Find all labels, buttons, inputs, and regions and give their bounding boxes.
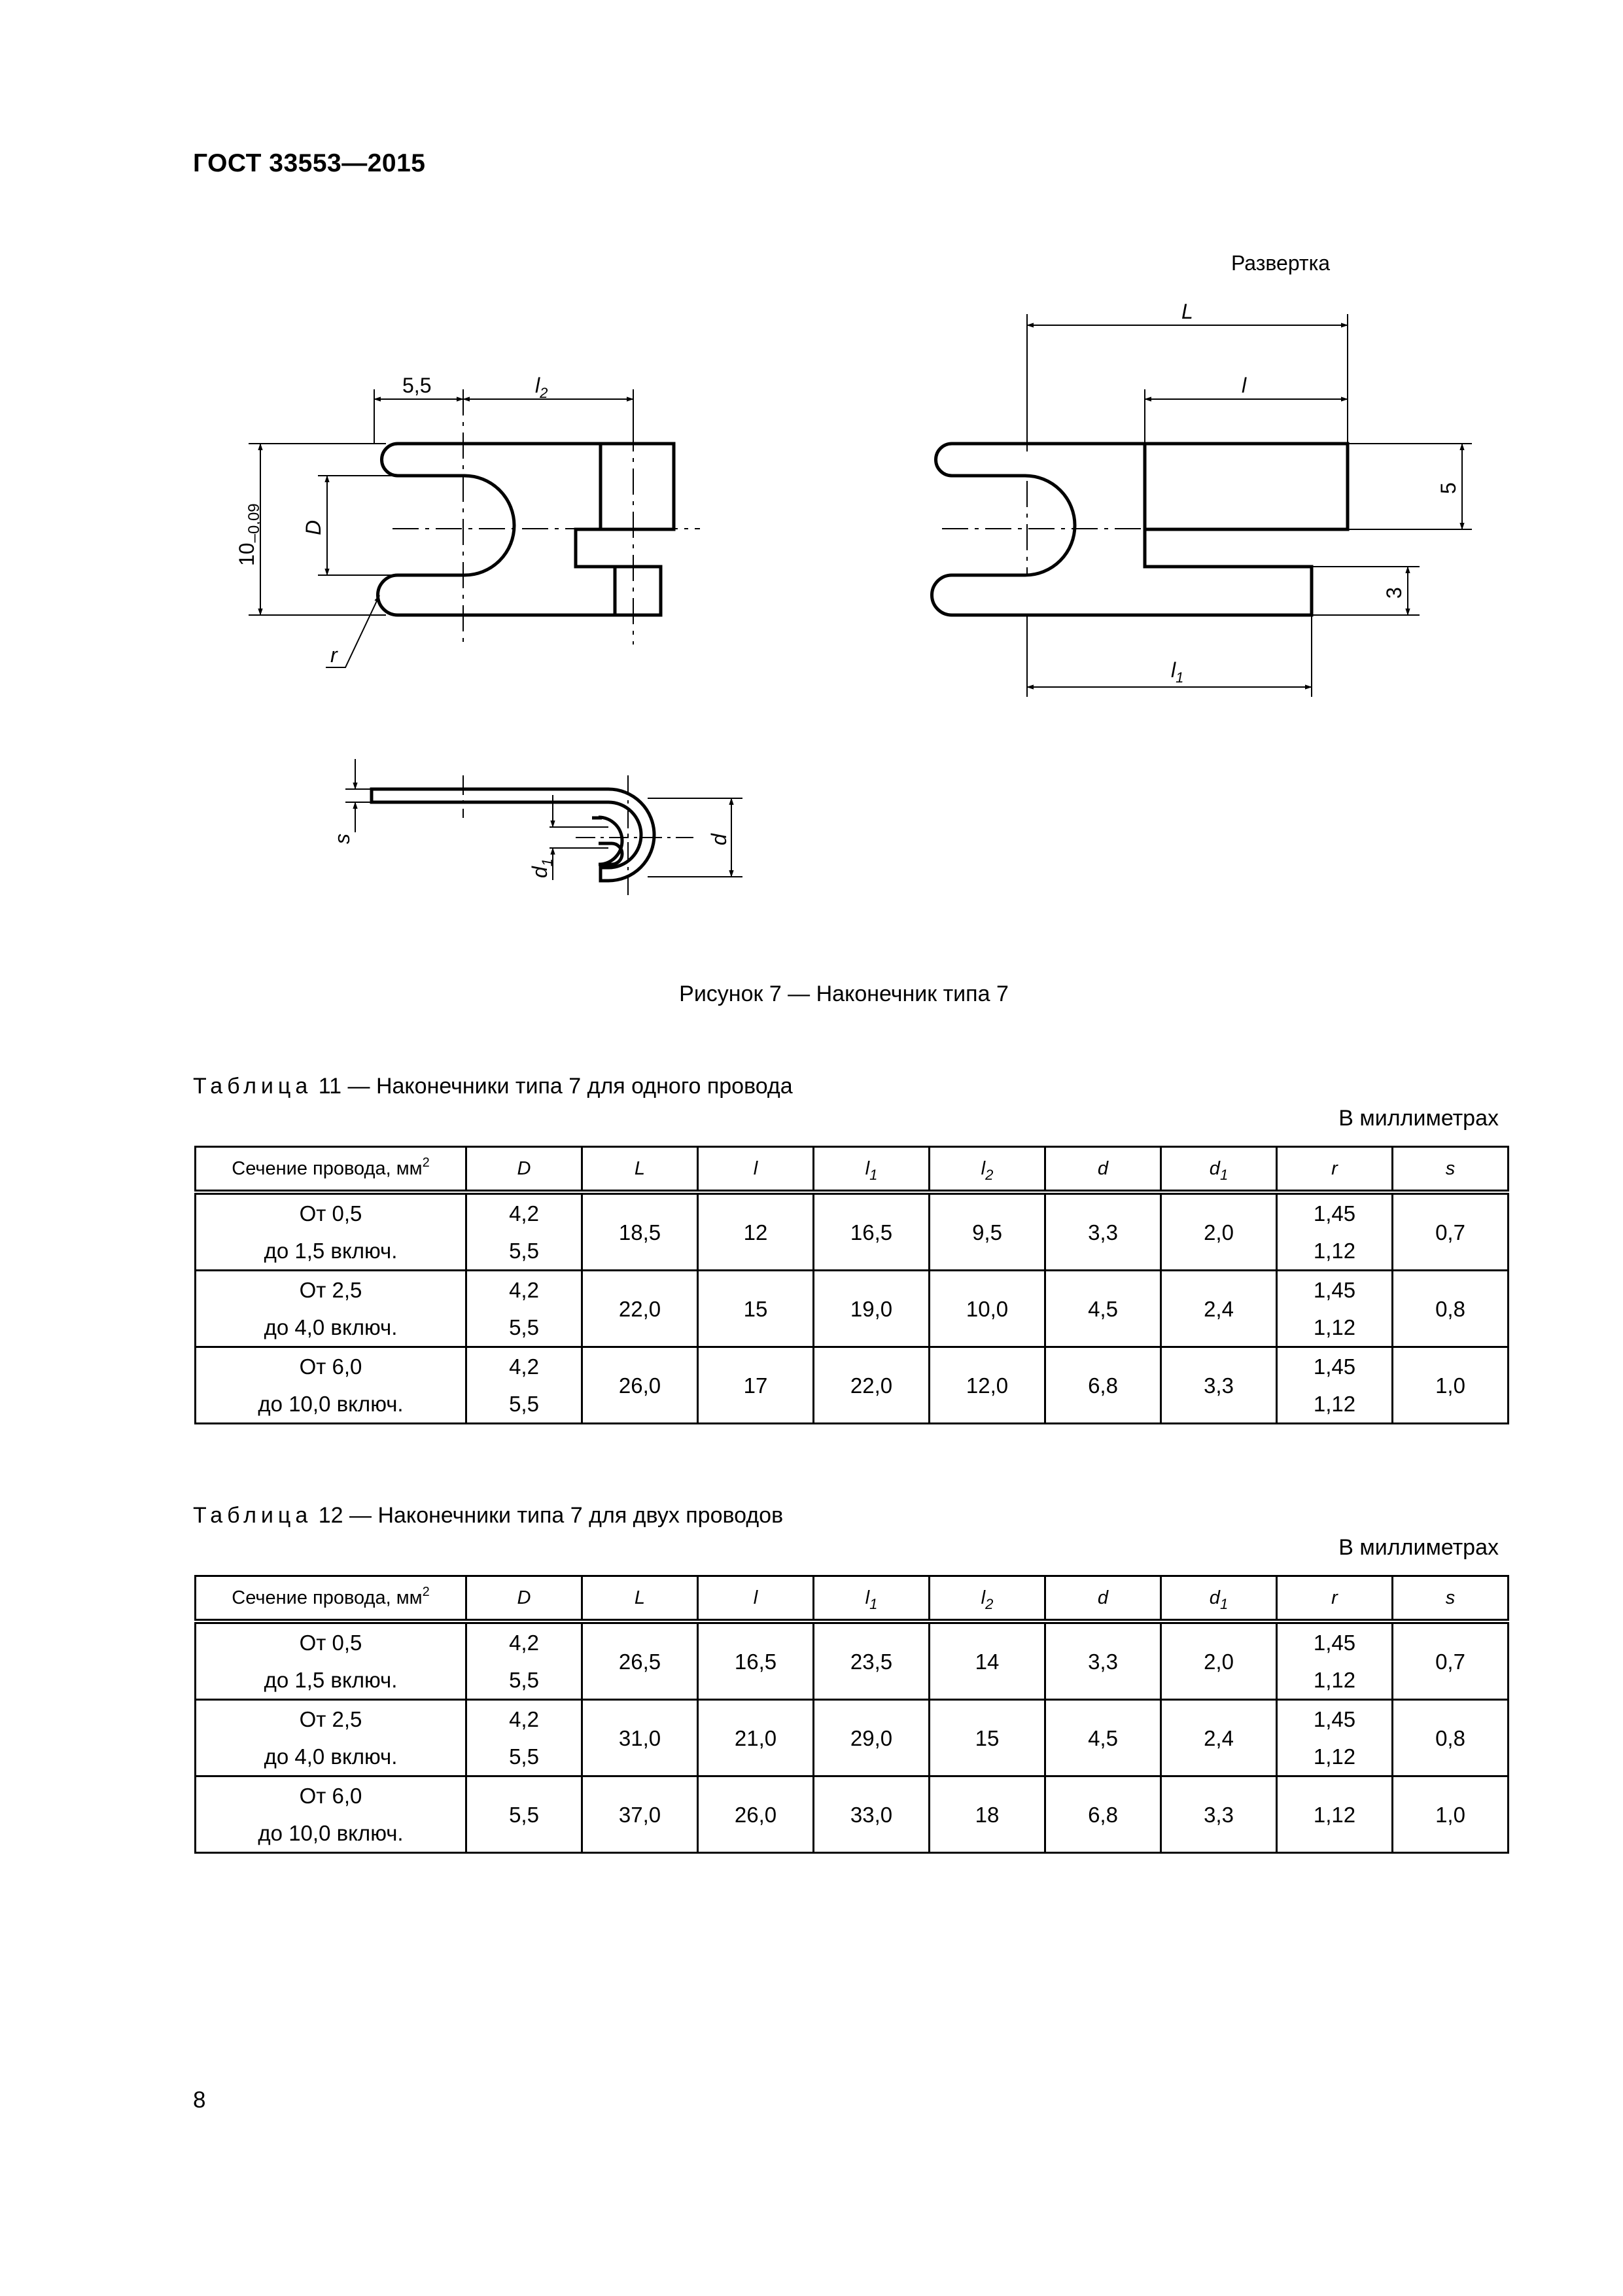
cell-s: 0,7 <box>1393 1621 1509 1700</box>
col-d-header: d <box>1045 1147 1161 1193</box>
cell-d1: 2,0 <box>1161 1621 1277 1700</box>
dim-L-label: L <box>1181 300 1193 323</box>
cell-d1: 3,3 <box>1161 1776 1277 1853</box>
dim-s-label: s <box>330 834 354 844</box>
development-view <box>932 314 1472 697</box>
table-11 <box>194 1146 1509 1424</box>
section-from: От 6,0 <box>299 1354 362 1379</box>
section-from: От 2,5 <box>299 1707 362 1731</box>
col-r-header: r <box>1277 1147 1393 1193</box>
cell-l: 17 <box>698 1347 814 1424</box>
dim-d-label: d <box>707 834 731 845</box>
cell-l2: 15 <box>930 1700 1045 1776</box>
cell-L: 31,0 <box>582 1700 698 1776</box>
cell-d1: 3,3 <box>1161 1347 1277 1424</box>
cell-r: 1,12 <box>1313 1744 1356 1769</box>
dim-l1-label: $l_1$ <box>1171 658 1184 686</box>
section-to: до 4,0 включ. <box>264 1744 398 1769</box>
table-12-units: В миллиметрах <box>1338 1535 1499 1560</box>
cell-d: 6,8 <box>1045 1347 1161 1424</box>
col-d1-header: $d_1$ <box>1161 1576 1277 1622</box>
cell-r: 1,45 <box>1313 1201 1356 1226</box>
side-view-labels <box>330 833 731 878</box>
technical-drawing <box>0 0 1623 949</box>
col-D-header: D <box>466 1147 582 1193</box>
cell-s: 0,8 <box>1393 1700 1509 1776</box>
cell-l: 26,0 <box>698 1776 814 1853</box>
cell-r: 1,12 <box>1313 1315 1356 1339</box>
cell-D: 4,2 <box>509 1631 539 1655</box>
cell-l2: 18 <box>930 1776 1045 1853</box>
document-header: ГОСТ 33553—2015 <box>193 149 426 177</box>
table-header-row <box>196 1576 1509 1622</box>
cell-r: 1,45 <box>1313 1278 1356 1302</box>
table-row <box>196 1347 1509 1424</box>
cell-s: 0,7 <box>1393 1192 1509 1271</box>
cell-r: 1,45 <box>1313 1354 1356 1379</box>
cell-s: 1,0 <box>1393 1347 1509 1424</box>
col-s-header: s <box>1393 1576 1509 1622</box>
development-title: Развертка <box>1231 251 1331 275</box>
cell-L: 37,0 <box>582 1776 698 1853</box>
cell-r: 1,12 <box>1277 1776 1393 1853</box>
cell-L: 22,0 <box>582 1271 698 1347</box>
dim-l2-label: $l_2$ <box>535 374 548 401</box>
col-L-header: L <box>582 1147 698 1193</box>
cell-l2: 10,0 <box>930 1271 1045 1347</box>
table-row <box>196 1621 1509 1700</box>
cell-l1: 19,0 <box>814 1271 930 1347</box>
cell-d1: 2,4 <box>1161 1271 1277 1347</box>
cell-l: 15 <box>698 1271 814 1347</box>
col-L-header: L <box>582 1576 698 1622</box>
cell-r: 1,12 <box>1313 1239 1356 1263</box>
dim-5-5-label: 5,5 <box>402 374 432 397</box>
cell-l2: 12,0 <box>930 1347 1045 1424</box>
dim-r-label: r <box>330 643 338 667</box>
col-d1-header: $d_1$ <box>1161 1147 1277 1193</box>
development-view-labels <box>1171 300 1460 686</box>
front-view-labels <box>235 374 548 667</box>
page-number: 8 <box>193 2087 206 2113</box>
col-r-header: r <box>1277 1576 1393 1622</box>
dim-D-label: D <box>302 520 325 535</box>
col-section-header: Сечение провода, $мм^2$ <box>196 1576 466 1622</box>
table-row <box>196 1271 1509 1347</box>
cell-l1: 33,0 <box>814 1776 930 1853</box>
cell-D: 4,2 <box>509 1201 539 1226</box>
cell-r: 1,12 <box>1313 1392 1356 1416</box>
col-section-header: Сечение провода, $мм^2$ <box>196 1147 466 1193</box>
col-l1-header: $l_1$ <box>814 1576 930 1622</box>
cell-l1: 16,5 <box>814 1192 930 1271</box>
table-11-units: В миллиметрах <box>1338 1106 1499 1131</box>
section-to: до 1,5 включ. <box>264 1668 398 1692</box>
col-D-header: D <box>466 1576 582 1622</box>
cell-D: 5,5 <box>509 1315 539 1339</box>
cell-L: 26,0 <box>582 1347 698 1424</box>
cell-D: 5,5 <box>466 1776 582 1853</box>
col-l2-header: $l_2$ <box>930 1576 1045 1622</box>
cell-d: 3,3 <box>1045 1192 1161 1271</box>
dim-10-tolerance-label: $10_{-0,09}$ <box>235 503 263 566</box>
dim-5-label: 5 <box>1437 482 1460 494</box>
cell-s: 0,8 <box>1393 1271 1509 1347</box>
table-row <box>196 1776 1509 1853</box>
table-11-title: Таблица 11 — Наконечники типа 7 для одного провода <box>193 1074 793 1099</box>
cell-l2: 14 <box>930 1621 1045 1700</box>
cell-d1: 2,4 <box>1161 1700 1277 1776</box>
section-to: до 1,5 включ. <box>264 1239 398 1263</box>
cell-l1: 22,0 <box>814 1347 930 1424</box>
cell-r: 1,12 <box>1313 1668 1356 1692</box>
table-header-row <box>196 1147 1509 1193</box>
cell-D: 5,5 <box>509 1668 539 1692</box>
cell-d: 4,5 <box>1045 1700 1161 1776</box>
cell-r: 1,45 <box>1313 1631 1356 1655</box>
cell-D: 5,5 <box>509 1239 539 1263</box>
cell-s: 1,0 <box>1393 1776 1509 1853</box>
section-from: От 6,0 <box>299 1784 362 1808</box>
cell-l: 16,5 <box>698 1621 814 1700</box>
section-to: до 10,0 включ. <box>258 1821 404 1845</box>
table-row <box>196 1700 1509 1776</box>
table-row <box>196 1192 1509 1271</box>
cell-r: 1,45 <box>1313 1707 1356 1731</box>
cell-D: 4,2 <box>509 1278 539 1302</box>
cell-d: 6,8 <box>1045 1776 1161 1853</box>
col-d-header: d <box>1045 1576 1161 1622</box>
dim-3-label: 3 <box>1382 587 1406 599</box>
col-l-header: l <box>698 1147 814 1193</box>
figure-caption: Рисунок 7 — Наконечник типа 7 <box>679 981 1009 1006</box>
cell-d: 4,5 <box>1045 1271 1161 1347</box>
cell-l: 21,0 <box>698 1700 814 1776</box>
section-from: От 0,5 <box>299 1631 362 1655</box>
col-s-header: s <box>1393 1147 1509 1193</box>
table-12-title: Таблица 12 — Наконечники типа 7 для двух проводов <box>193 1503 784 1528</box>
cell-D: 5,5 <box>509 1392 539 1416</box>
cell-L: 18,5 <box>582 1192 698 1271</box>
section-to: до 4,0 включ. <box>264 1315 398 1339</box>
cell-l1: 29,0 <box>814 1700 930 1776</box>
section-from: От 0,5 <box>299 1201 362 1226</box>
cell-l: 12 <box>698 1192 814 1271</box>
dim-l-label: l <box>1242 374 1247 397</box>
cell-D: 4,2 <box>509 1354 539 1379</box>
cell-L: 26,5 <box>582 1621 698 1700</box>
cell-d1: 2,0 <box>1161 1192 1277 1271</box>
col-l-header: l <box>698 1576 814 1622</box>
section-to: до 10,0 включ. <box>258 1392 404 1416</box>
cell-D: 5,5 <box>509 1744 539 1769</box>
cell-l1: 23,5 <box>814 1621 930 1700</box>
table-12 <box>194 1575 1509 1854</box>
section-from: От 2,5 <box>299 1278 362 1302</box>
col-l1-header: $l_1$ <box>814 1147 930 1193</box>
dim-d1-label: $d_1$ <box>528 858 555 878</box>
cell-l2: 9,5 <box>930 1192 1045 1271</box>
cell-d: 3,3 <box>1045 1621 1161 1700</box>
col-l2-header: $l_2$ <box>930 1147 1045 1193</box>
cell-D: 4,2 <box>509 1707 539 1731</box>
